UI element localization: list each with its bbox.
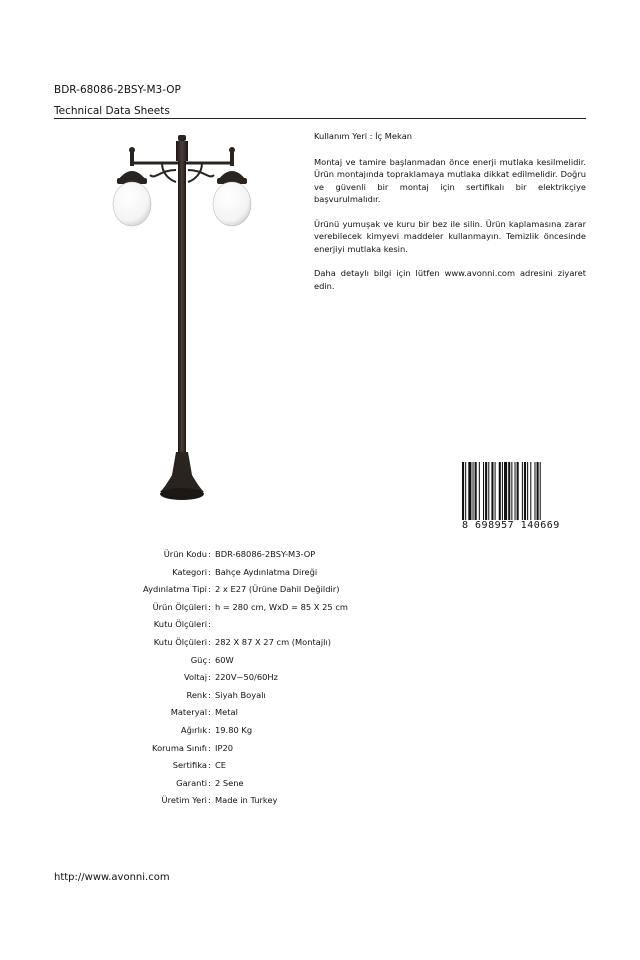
spec-value: CE (215, 760, 227, 771)
spec-value: 220V~50/60Hz (215, 672, 278, 683)
cleaning-paragraph: Ürünü yumuşak ve kuru bir bez ile silin. Ürün kaplamasına zarar verebilecek kimyevi maddeler kullanmayın. Temizlik öncesinde enerjiyi mutlaka kesin. (314, 218, 586, 254)
product-info-text (314, 130, 586, 304)
spec-row: Renk : Siyah Boyalı (0, 687, 640, 705)
spec-label: Güç (190, 654, 207, 665)
product-code-title: BDR-68086-2BSY-M3-OP (54, 84, 181, 96)
spec-row: Koruma Sınıfı : IP20 (0, 740, 640, 758)
spec-row: Garanti : 2 Sene (0, 775, 640, 793)
spec-value: 19.80 Kg (215, 724, 253, 735)
spec-row: Güç : 60W (0, 652, 640, 670)
spec-label: Kategori (172, 566, 207, 577)
spec-label: Voltaj (183, 672, 207, 683)
spec-label: Koruma Sınıfı (152, 742, 207, 753)
spec-value: IP20 (215, 742, 234, 753)
usage-location: Kullanım Yeri : İç Mekan (314, 131, 413, 141)
spec-label: Renk (186, 689, 207, 700)
spec-table (0, 546, 640, 810)
document-header (54, 84, 586, 118)
spec-row: Materyal : Metal (0, 704, 640, 722)
spec-row: Kutu Ölçüleri : (0, 616, 640, 634)
spec-label: Ürün Ölçüleri (152, 601, 207, 612)
spec-value: 282 X 87 X 27 cm (Montajlı) (215, 636, 332, 647)
spec-row: Üretim Yeri : Made in Turkey (0, 792, 640, 810)
document-subtitle: Technical Data Sheets (54, 105, 170, 117)
more-info-paragraph: Daha detaylı bilgi için lütfen www.avonni.com adresini ziyaret edin. (314, 268, 586, 291)
spec-label: Kutu Ölçüleri (153, 619, 207, 630)
spec-value: Metal (215, 707, 238, 718)
spec-value: Made in Turkey (215, 795, 278, 806)
garden-lamp-post-icon (100, 130, 270, 510)
spec-value: 60W (215, 654, 234, 665)
spec-label: Ağırlık (180, 724, 207, 735)
spec-label: Sertifika (172, 760, 207, 771)
barcode-digits: 8 698957 140669 (462, 520, 586, 531)
spec-label: Kutu Ölçüleri (153, 636, 207, 647)
spec-row: Ağırlık : 19.80 Kg (0, 722, 640, 740)
spec-row: Sertifika : CE (0, 757, 640, 775)
spec-label: Üretim Yeri (161, 795, 207, 806)
spec-value: 2 Sene (215, 777, 244, 788)
spec-label: Materyal (170, 707, 207, 718)
spec-value: Bahçe Aydınlatma Direği (215, 566, 318, 577)
spec-label: Ürün Kodu (163, 549, 207, 559)
spec-row: Ürün Ölçüleri : h = 280 cm, WxD = 85 X 25 cm (0, 599, 640, 617)
spec-value: Siyah Boyalı (215, 689, 266, 700)
safety-paragraph: Montaj ve tamire başlanmadan önce enerji mutlaka kesilmelidir. Ürün montajında topraklamaya mutlaka dikkat edilmelidir. Doğru ve güvenli bir montaj için sertifikalı bir elektrikçiye başvurulmalıdır. (314, 156, 586, 204)
spec-label: Aydınlatma Tipi (143, 584, 207, 595)
spec-row: Aydınlatma Tipi : 2 x E27 (Ürüne Dahil Değildir) (0, 581, 640, 599)
spec-value: BDR-68086-2BSY-M3-OP (215, 549, 316, 559)
spec-row: Kutu Ölçüleri : 282 X 87 X 27 cm (Montajlı) (0, 634, 640, 652)
spec-value: h = 280 cm, WxD = 85 X 25 cm (215, 601, 348, 612)
spec-label: Garanti (176, 777, 207, 788)
spec-row: Kategori : Bahçe Aydınlatma Direği (0, 564, 640, 582)
spec-row: Voltaj : 220V~50/60Hz (0, 669, 640, 687)
spec-value: 2 x E27 (Ürüne Dahil Değildir) (215, 584, 340, 595)
header-divider (54, 118, 586, 119)
spec-row: Ürün Kodu : BDR-68086-2BSY-M3-OP (0, 546, 640, 564)
footer-url: http://www.avonni.com (54, 872, 170, 883)
